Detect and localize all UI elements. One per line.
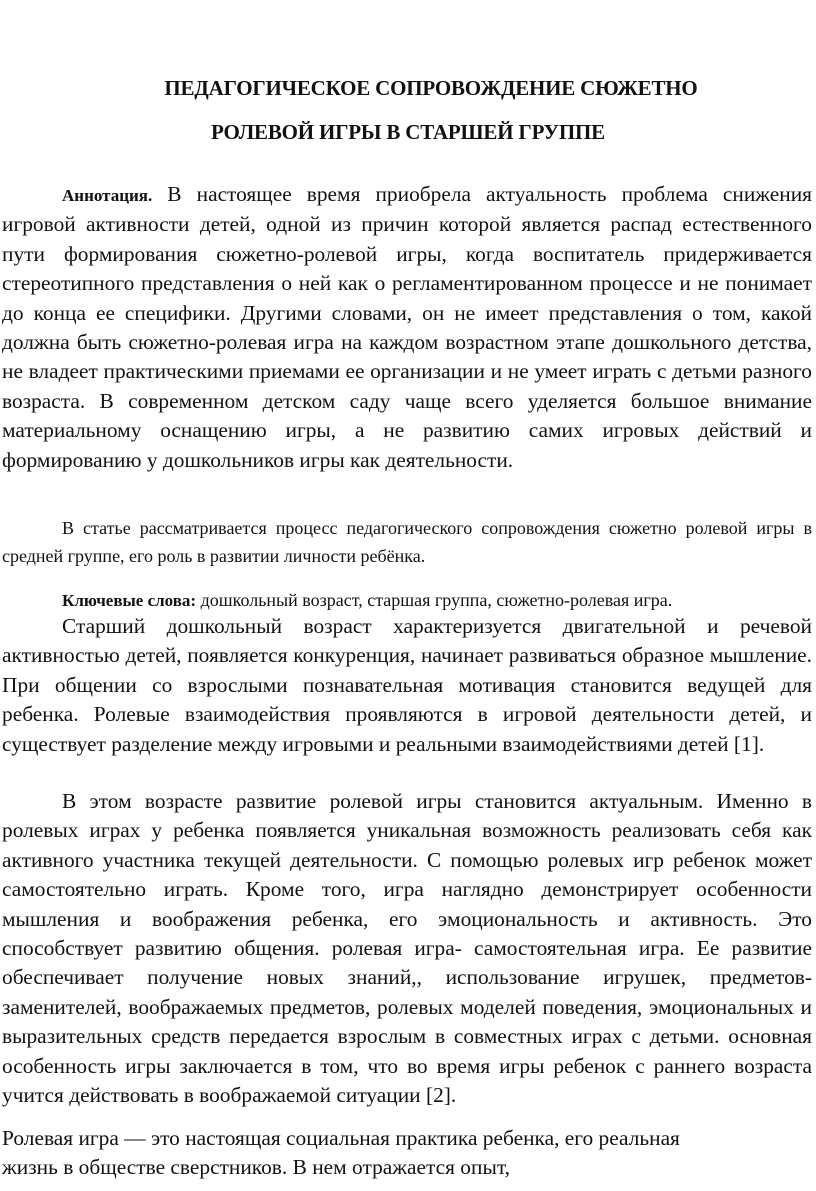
title-line-2: РОЛЕВОЙ ИГРЫ В СТАРШЕЙ ГРУППЕ xyxy=(211,120,605,144)
body-paragraph-3-line-1: Ролевая игра — это настоящая социальная практика ребенка, его реальная xyxy=(2,1126,680,1150)
keywords-text: дошкольный возраст, старшая группа, сюжетно-ролевая игра. xyxy=(196,590,673,610)
body-paragraph-2: В этом возрасте развитие ролевой игры становится актуальным. Именно в ролевых играх у ребенка появляется уникальная возможность реализовать себя как активного участника текущей деятельности. С помощью ролевых игр ребенок может самостоятельно играть. Кроме того, игра наглядно демонстрирует особенности мышления и воображения ребенка, его эмоциональность и активность. Это способствует развитию общения. ролевая игра- самостоятельная игра. Ее развитие обеспечивает получение новых знаний,, использование игрушек, предметов-заменителей, воображаемых предметов, ролевых моделей поведения, эмоциональных и выразительных средств передается взрослым в совместных играх с детьми. основная особенность игры заключается в том, что во время игры ребенок с раннего возраста учится действовать в воображаемой ситуации [2]. xyxy=(2,789,812,1108)
keywords-label: Ключевые слова: xyxy=(62,591,197,610)
article-note: В статье рассматривается процесс педагогического сопровождения сюжетно ролевой игры в средней группе, его роль в развитии личности ребёнка. xyxy=(2,518,812,566)
annotation-label: Аннотация. xyxy=(62,186,153,205)
title-line-1: ПЕДАГОГИЧЕСКОЕ СОПРОВОЖДЕНИЕ СЮЖЕТНО xyxy=(164,76,698,100)
body-paragraph-1: Старший дошкольный возраст характеризуется двигательной и речевой активностью детей, появляется конкуренция, начинает развиваться образное мышление. При общении со взрослыми познавательная мотивация становится ведущей для ребенка. Ролевые взаимодействия проявляются в игровой деятельности детей, и существует разделение между игровыми и реальными взаимодействиями детей [1]. xyxy=(2,614,812,756)
annotation-text: В настоящее время приобрела актуальность проблема снижения игровой активности детей, одной из причин которой является распад естественного пути формирования сюжетно-ролевой игры, когда воспитатель придерживается стереотипного представления о ней как о регламентированном процессе и не понимает до конца ее специфики. Другими словами, он не имеет представления о том, какой должна быть сюжетно-ролевая игра на каждом возрастном этапе дошкольного детства, не владеет практическими приемами ее организации и не умеет играть с детьми разного возраста. В современном детском саду чаще всего уделяется большое внимание материальному оснащению игры, а не развитию самих игровых действий и формированию у дошкольников игры как деятельности. xyxy=(2,182,812,472)
body-paragraph-3-line-2: жизнь в обществе сверстников. В нем отражается опыт, xyxy=(2,1155,510,1179)
keywords-paragraph xyxy=(2,586,812,615)
annotation-paragraph xyxy=(2,180,812,475)
